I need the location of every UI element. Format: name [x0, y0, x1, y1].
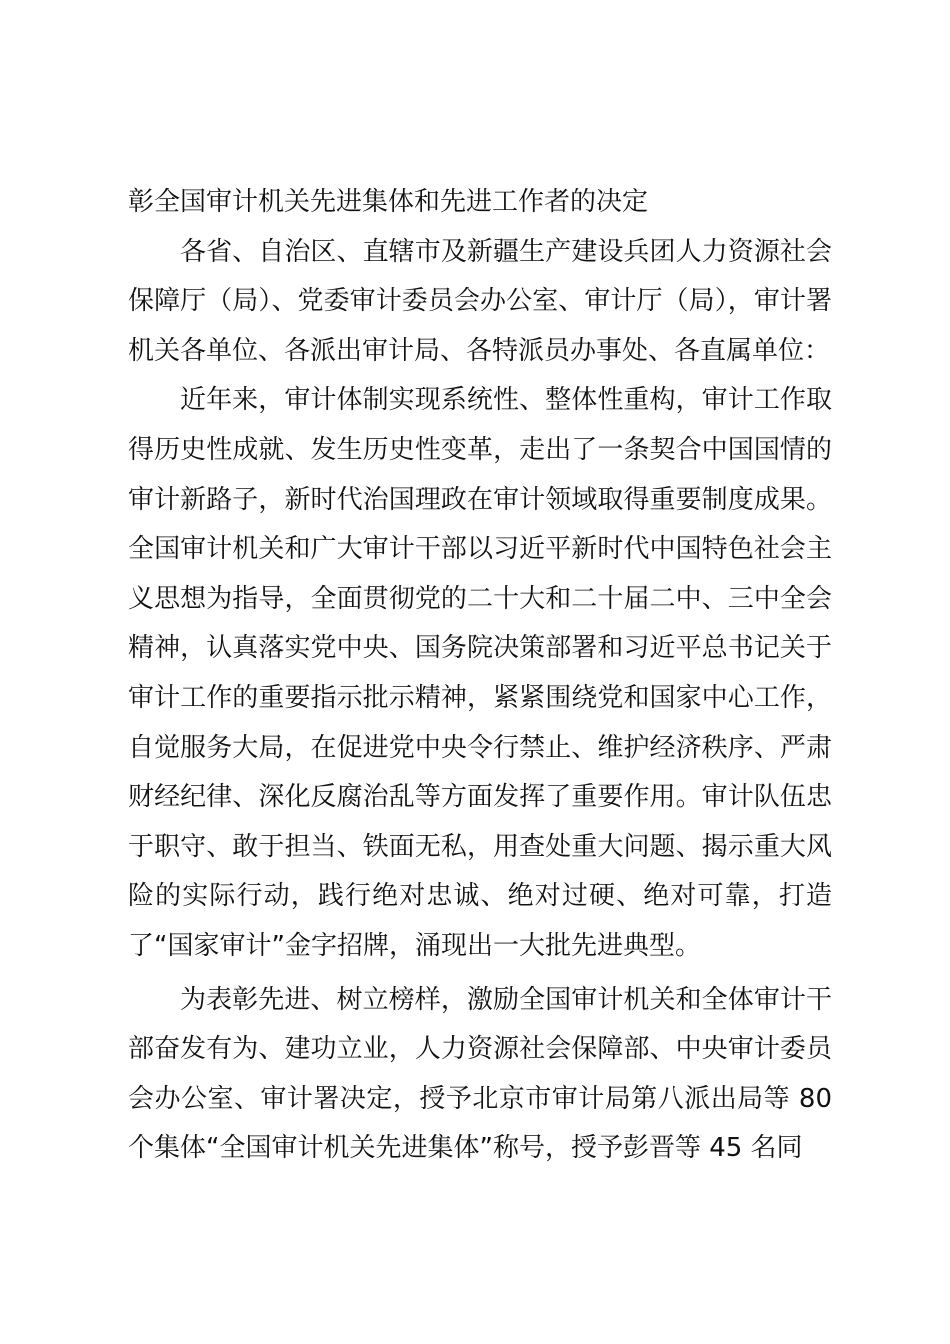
document-body: [128, 178, 832, 1174]
paragraph-decision: 为表彰先进、树立榜样，激励全国审计机关和全体审计干部奋发有为、建功立业，人力资源社会保障部、中央审计委员会办公室、审计署决定，授予北京市审计局第八派出局等 80 个集体“全国审计机关先进集体”称号，授予彭晋等 45 名同: [128, 984, 832, 1164]
paragraph-addressees: 各省、自治区、直辖市及新疆生产建设兵团人力资源社会保障厅（局）、党委审计委员会办公室、审计厅（局），审计署机关各单位、各派出审计局、各特派员办事处、各直属单位：: [128, 236, 832, 366]
title-line: 彰全国审计机关先进集体和先进工作者的决定: [128, 187, 649, 217]
paragraph-achievements: 近年来，审计体制实现系统性、整体性重构，审计工作取得历史性成就、发生历史性变革，走出了一条契合中国国情的审计新路子，新时代治国理政在审计领域取得重要制度成果。全国审计机关和广大审计干部以习近平新时代中国特色社会主义思想为指导，全面贯彻党的二十大和二十届二中、三中全会精神，认真落实党中央、国务院决策部署和习近平总书记关于审计工作的重要指示批示精神，紧紧围绕党和国家中心工作，自觉服务大局，在促进党中央令行禁止、维护经济秩序、严肃财经纪律、深化反腐治乱等方面发挥了重要作用。审计队伍忠于职守、敢于担当、铁面无私，用查处重大问题、揭示重大风险的实际行动，践行绝对忠诚、绝对过硬、绝对可靠，打造了“国家审计”金字招牌，涌现出一大批先进典型。: [128, 385, 832, 961]
